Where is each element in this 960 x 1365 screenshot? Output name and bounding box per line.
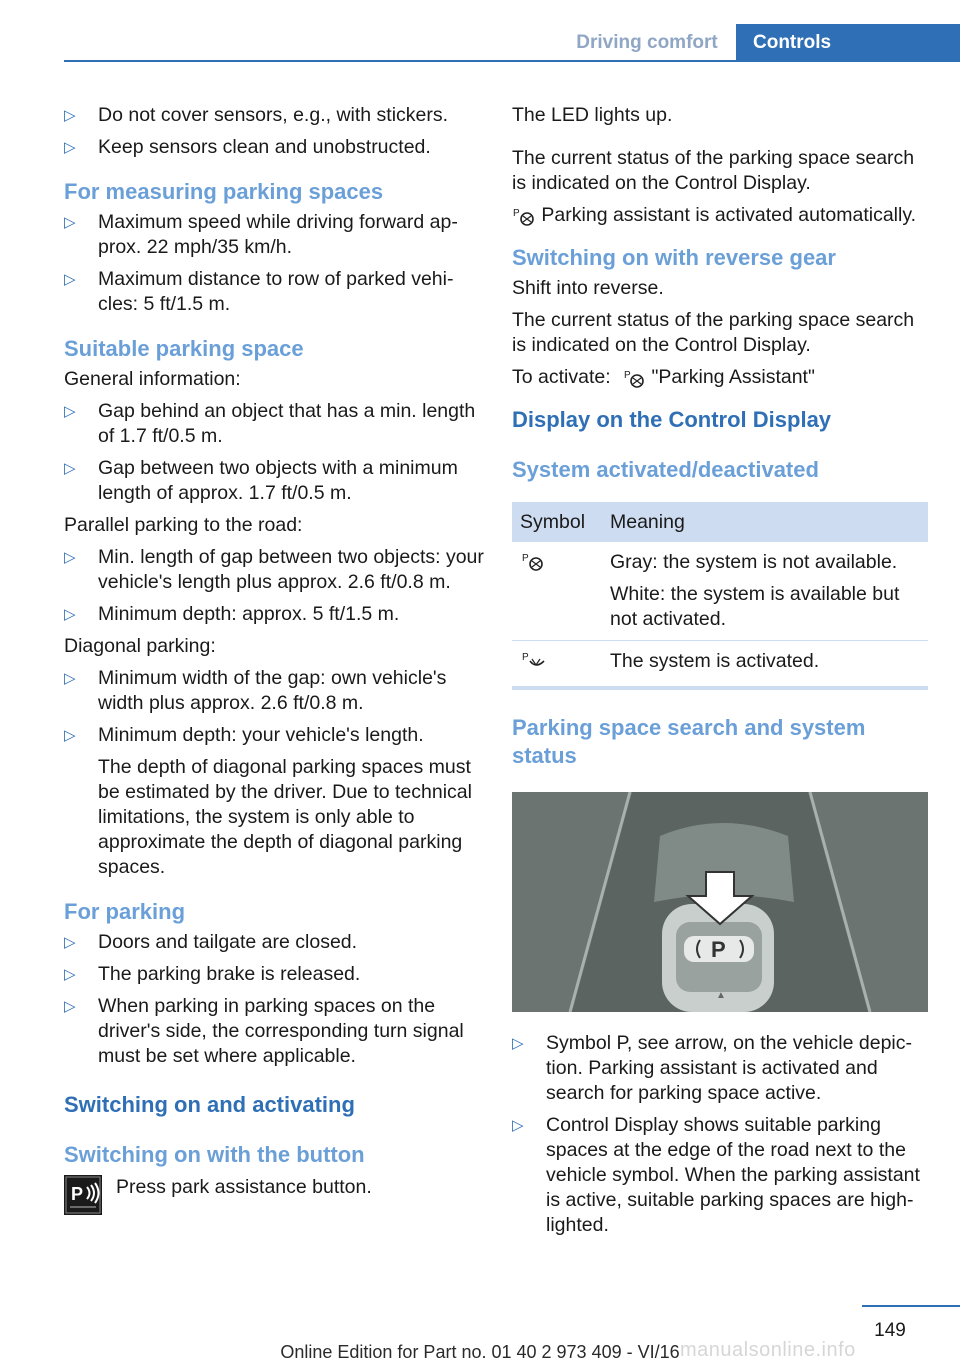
- parking-assistant-active-icon: [520, 649, 548, 671]
- table-row: [512, 641, 928, 689]
- bullet-arrow-icon: ▷: [64, 403, 76, 420]
- column-header-symbol: Symbol: [512, 502, 602, 542]
- list-item: ▷ Gap between two objects with a minimum length of approx. 1.7 ft/0.5 m.: [64, 457, 458, 504]
- reverse-heading: Switching on with reverse gear: [512, 245, 836, 270]
- list-item: ▷ When parking in parking spaces on the driver's side, the corresponding turn signal must be set where applicable.: [64, 995, 464, 1067]
- suitable-heading: Suitable parking space: [64, 336, 304, 361]
- table-row: [512, 542, 928, 641]
- list-item: ▷ Control Display shows suitable parking spaces at the edge of the road next to the vehicle symbol. When the parking assistant is active, suitable parking spaces are highlighted.: [512, 1114, 920, 1236]
- auto-activated-text: P Parking assistant is activated automatically.: [513, 204, 917, 226]
- list-item: ▷ Doors and tailgate are closed.: [64, 931, 358, 953]
- list-item: ▷ The parking brake is released.: [64, 963, 361, 985]
- parking-assistant-inactive-icon: [520, 550, 548, 572]
- list-item: ▷ Maximum distance to row of parked vehicles: 5 ft/1.5 m.: [64, 268, 454, 315]
- bullet-arrow-icon: ▷: [64, 139, 76, 156]
- list-item: ▷ Maximum speed while driving forward approx. 22 mph/35 km/h.: [64, 211, 458, 258]
- right-column: [512, 103, 930, 1245]
- list-item: ▷ Min. length of gap between two objects: your vehicle's length plus approx. 2.6 ft/0.8 m.: [64, 546, 484, 593]
- list-item: ▷ Minimum depth: your vehicle's length. The depth of diagonal parking spaces must be estimated by the driver. Due to technical limitations, the system is only able to approximate the depth of diagonal parking spaces.: [64, 723, 484, 880]
- meaning-text: Gray: the system is not available.: [610, 551, 898, 573]
- svg-text:P: P: [522, 553, 529, 564]
- bullet-arrow-icon: ▷: [512, 1117, 524, 1134]
- general-label: General information:: [64, 368, 241, 390]
- svg-text:P: P: [513, 207, 520, 219]
- reverse-status-text: The current status of the parking space search is indicated on the Control Display.: [512, 309, 915, 356]
- for-parking-heading: For parking: [64, 899, 186, 924]
- list-item: ▷ Keep sensors clean and unobstructed.: [64, 136, 431, 158]
- section-tab[interactable]: Driving comfort: [576, 32, 718, 53]
- list-item: ▷ Minimum depth: approx. 5 ft/1.5 m.: [64, 603, 400, 625]
- list-item: ▷ Symbol P, see arrow, on the vehicle depiction. Parking assistant is activated and search for parking space active.: [512, 1032, 913, 1104]
- list-item: ▷ Minimum width of the gap: own vehicle's width plus approx. 2.6 ft/0.8 m.: [64, 667, 447, 714]
- diagonal-label: Diagonal parking:: [64, 635, 216, 657]
- bullet-arrow-icon: ▷: [64, 998, 76, 1015]
- measuring-heading: For measuring parking spaces: [64, 179, 384, 204]
- bullet-arrow-icon: ▷: [512, 1035, 524, 1052]
- bullet-arrow-icon: ▷: [64, 549, 76, 566]
- bullet-arrow-icon: ▷: [64, 606, 76, 623]
- bullet-arrow-icon: ▷: [64, 214, 76, 231]
- page-number: 149: [874, 1320, 906, 1341]
- control-display-photo: [512, 792, 928, 1012]
- bullet-arrow-icon: ▷: [64, 460, 76, 477]
- activate-line: To activate: P "Parking Assistant": [512, 366, 815, 388]
- table-header-row: [512, 502, 928, 542]
- svg-text:▲: ▲: [716, 990, 726, 1001]
- button-instruction: P Press park assistance button.: [64, 1175, 484, 1215]
- search-list: [512, 1031, 930, 1238]
- bullet-arrow-icon: ▷: [64, 727, 76, 744]
- switching-heading: Switching on and activating: [64, 1092, 355, 1117]
- footer-rule: [862, 1305, 960, 1307]
- status-text: The current status of the parking space search is indicated on the Control Display.: [512, 147, 915, 194]
- list-item: ▷ Gap behind an object that has a min. length of 1.7 ft/0.5 m.: [64, 400, 476, 447]
- bullet-arrow-icon: ▷: [64, 107, 76, 124]
- general-list: [64, 399, 484, 506]
- park-assist-button-icon: [64, 1175, 102, 1215]
- meaning-text: White: the system is available but not activated.: [610, 583, 900, 630]
- left-column: [64, 103, 484, 1215]
- bullet-arrow-icon: ▷: [64, 966, 76, 983]
- edition-line: Online Edition for Part no. 01 40 2 973 409 - VI/16: [280, 1342, 680, 1362]
- shift-text: Shift into reverse.: [512, 277, 664, 299]
- list-item: ▷ Do not cover sensors, e.g., with stickers.: [64, 104, 449, 126]
- symbol-table: [512, 502, 928, 690]
- led-text: The LED lights up.: [512, 104, 673, 126]
- button-heading: Switching on with the button: [64, 1142, 365, 1167]
- intro-list: [64, 103, 484, 160]
- bullet-arrow-icon: ▷: [64, 670, 76, 687]
- bullet-arrow-icon: ▷: [64, 934, 76, 951]
- search-heading: Parking space search and system status: [512, 715, 866, 768]
- svg-text:P: P: [711, 937, 726, 962]
- for-parking-list: [64, 930, 484, 1069]
- parking-assistant-icon: [512, 205, 536, 227]
- display-heading: Display on the Control Display: [512, 407, 832, 432]
- svg-text:P: P: [71, 1184, 84, 1204]
- bullet-arrow-icon: ▷: [64, 271, 76, 288]
- column-header-meaning: Meaning: [602, 502, 928, 542]
- parking-assistant-icon: [616, 367, 646, 389]
- system-status-heading: System activated/deactivated: [512, 457, 819, 482]
- svg-text:P: P: [522, 652, 529, 663]
- parallel-label: Parallel parking to the road:: [64, 514, 303, 536]
- chapter-tab[interactable]: Controls: [736, 24, 960, 62]
- watermark: manualsonline.info: [680, 1339, 856, 1361]
- meaning-text: The system is activated.: [602, 641, 928, 689]
- svg-text:P: P: [624, 369, 631, 381]
- measuring-list: [64, 210, 484, 317]
- parallel-list: [64, 545, 484, 627]
- diagonal-note: The depth of diagonal parking spaces must be estimated by the driver. Due to technical limitations, the system is only able to approximate the depth of diagonal parking spaces.: [98, 756, 472, 878]
- diagonal-list: [64, 666, 484, 880]
